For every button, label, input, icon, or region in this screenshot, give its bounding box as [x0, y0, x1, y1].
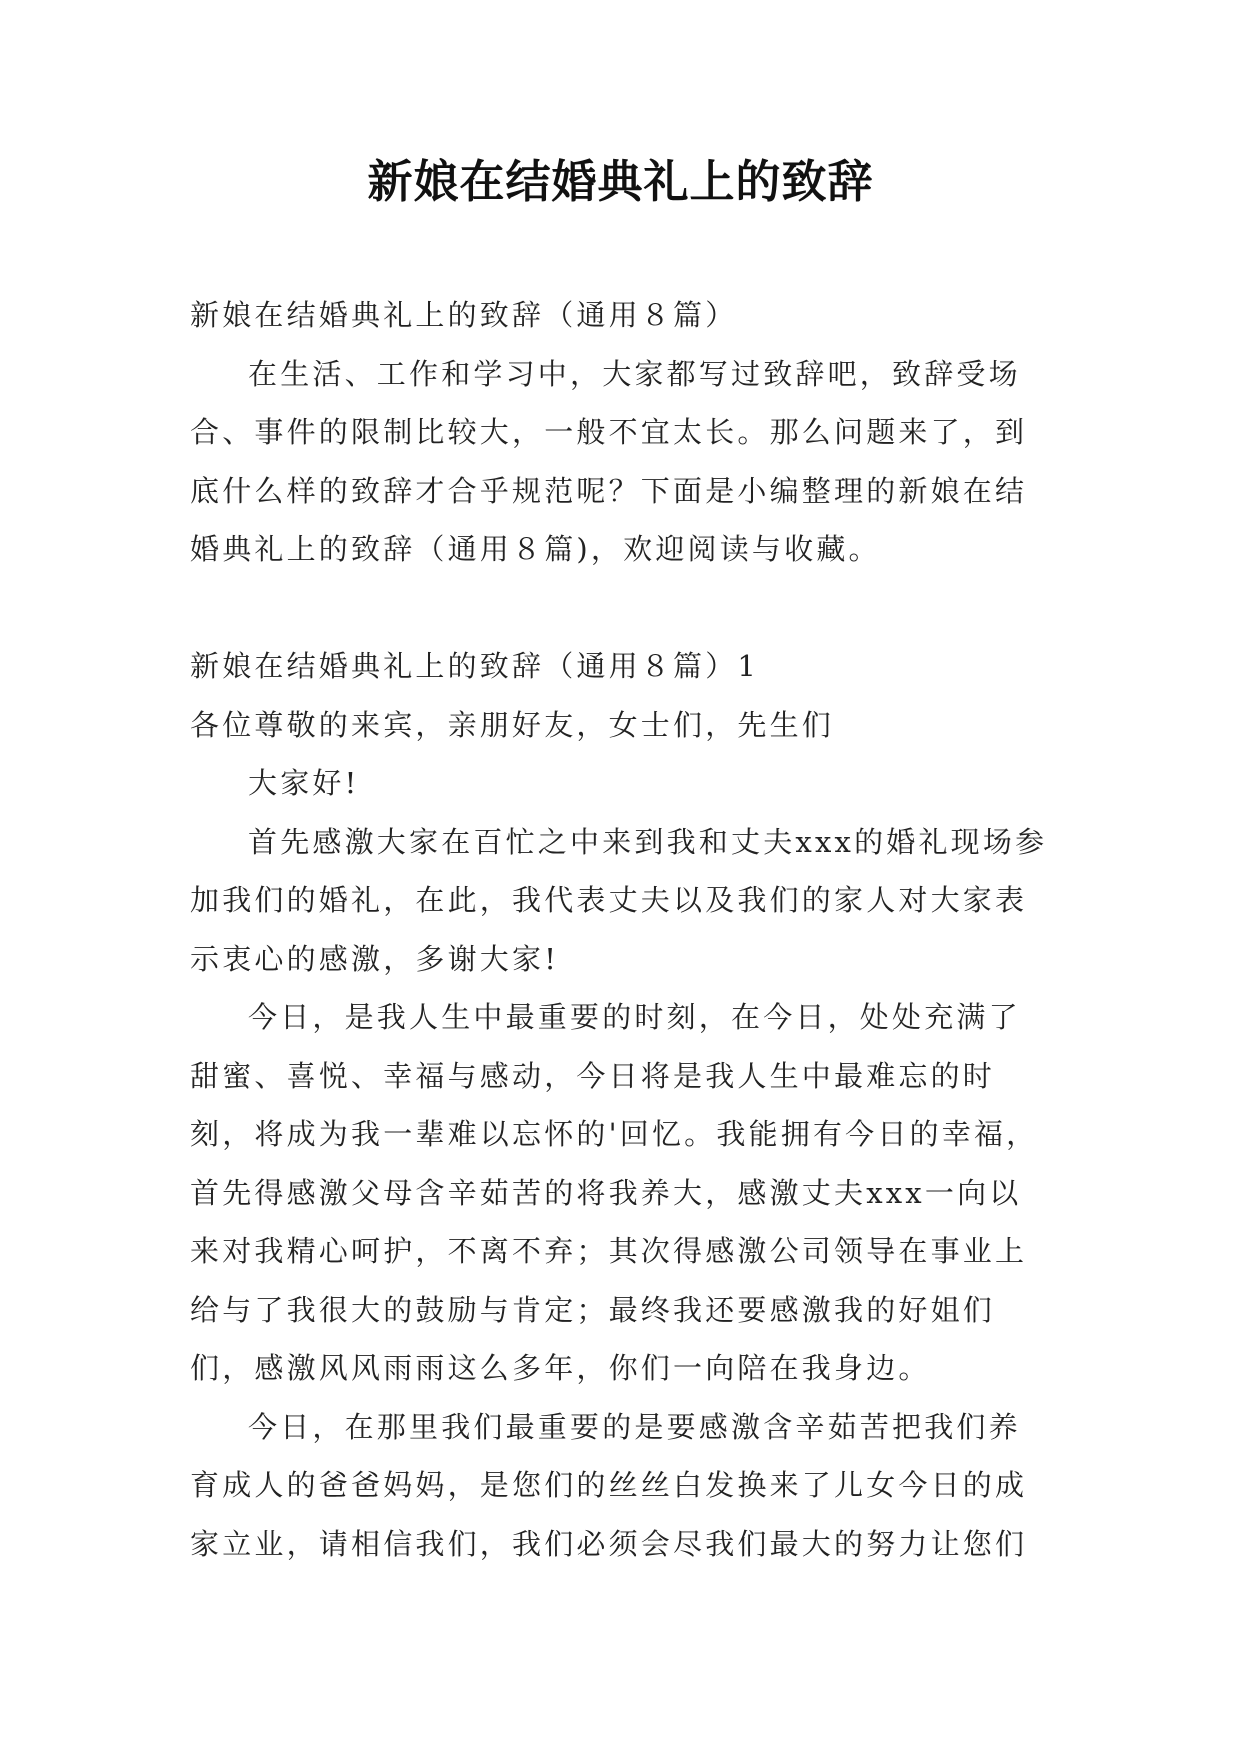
paragraph-spacer	[190, 579, 1050, 638]
document-body	[190, 286, 1050, 1573]
document-subtitle: 新娘在结婚典礼上的致辞（通用８篇）	[190, 298, 738, 332]
body-paragraph: 今日，是我人生中最重要的时刻，在今日，处处充满了甜蜜、喜悦、幸福与感动，今日将是我人生中最难忘的时刻，将成为我一辈难以忘怀的'回忆。我能拥有今日的幸福，首先得感激父母含辛茹苦的将我养大，感激丈夫xxx一向以来对我精心呵护，不离不弃；其次得感激公司领导在事业上给与了我很大的鼓励与肯定；最终我还要感激我的好姐们们，感激风风雨雨这么多年，你们一向陪在我身边。	[190, 1000, 1039, 1385]
page-title: 新娘在结婚典礼上的致辞	[367, 155, 874, 208]
salutation: 各位尊敬的来宾，亲朋好友，女士们，先生们	[190, 707, 835, 742]
greeting: 大家好!	[248, 766, 360, 800]
body-paragraph: 今日，在那里我们最重要的是要感激含辛茹苦把我们养育成人的爸爸妈妈，是您们的丝丝白发换来了儿女今日的成家立业，请相信我们，我们必须会尽我们最大的努力让您们	[190, 1409, 1028, 1561]
intro-paragraph: 在生活、工作和学习中，大家都写过致辞吧，致辞受场合、事件的限制比较大，一般不宜太长。那么问题来了，到底什么样的致辞才合乎规范呢？下面是小编整理的新娘在结婚典礼上的致辞（通用８篇)，欢迎阅读与收藏。	[190, 356, 1028, 566]
body-paragraph: 首先感激大家在百忙之中来到我和丈夫xxx的婚礼现场参加我们的婚礼，在此，我代表丈夫以及我们的家人对大家表示衷心的感激，多谢大家!	[190, 824, 1048, 976]
section-heading: 新娘在结婚典礼上的致辞（通用８篇）1	[190, 649, 760, 683]
